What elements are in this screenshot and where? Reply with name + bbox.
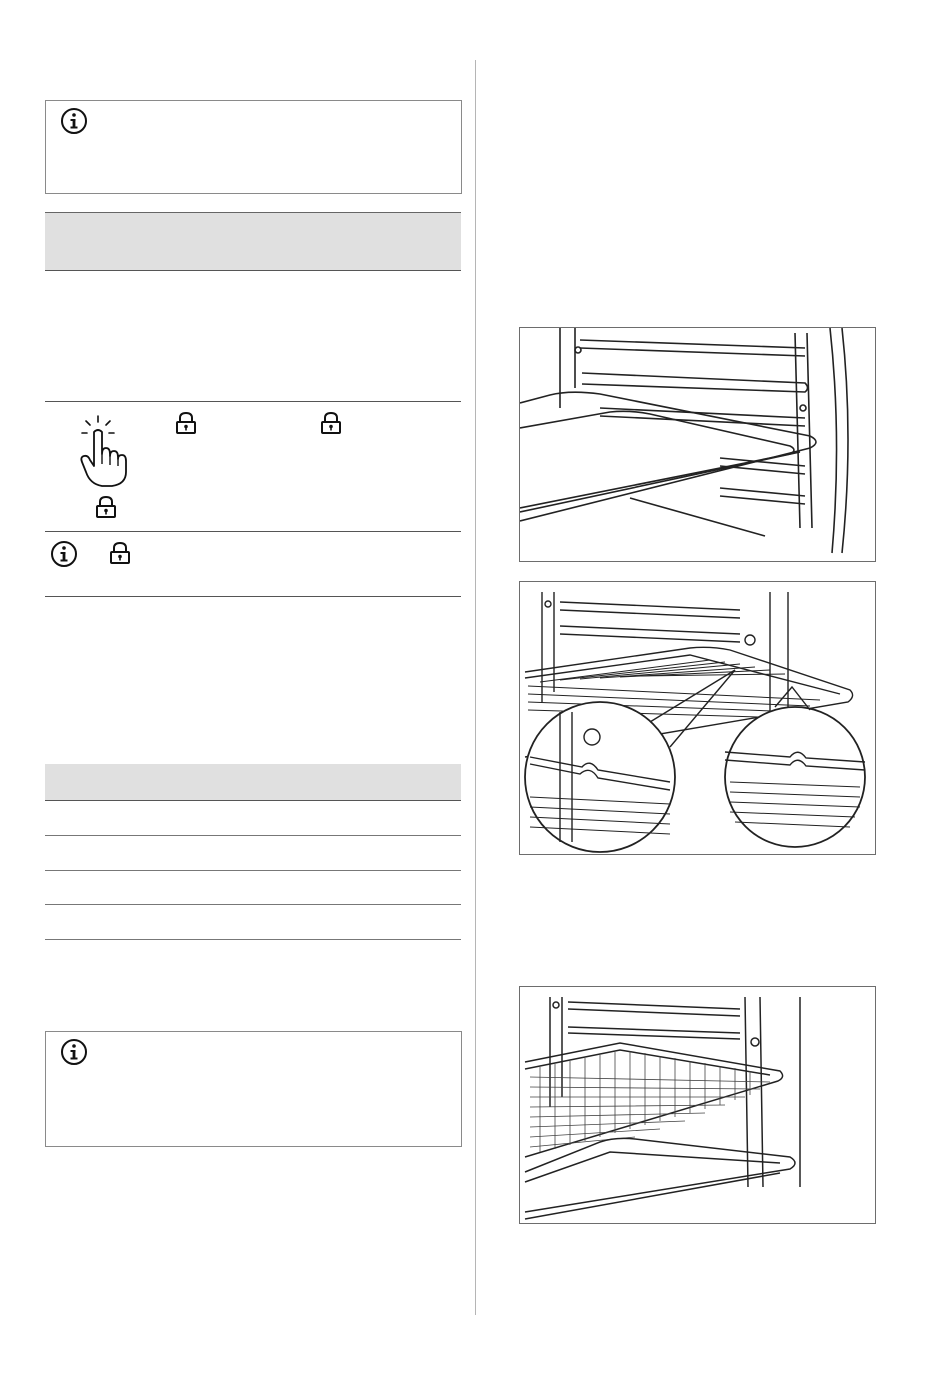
table-row xyxy=(45,939,461,940)
lock-row-rule-top xyxy=(45,401,461,402)
info-note-bottom xyxy=(45,1031,462,1147)
touch-hand-icon xyxy=(76,414,130,488)
lock-icon xyxy=(320,412,342,434)
info-row-rule-bottom xyxy=(45,596,461,597)
column-divider xyxy=(475,60,476,1315)
lock-icon xyxy=(109,542,131,564)
section-header-shaded xyxy=(45,212,461,270)
lock-icon xyxy=(175,412,197,434)
info-note-top xyxy=(45,100,462,194)
oven-tray-illustration xyxy=(520,328,875,561)
figure-rack-detail xyxy=(519,581,876,855)
table-header-rule xyxy=(45,800,461,801)
table-header xyxy=(45,764,461,800)
table-row xyxy=(45,835,461,836)
oven-rack-tray-illustration xyxy=(520,987,875,1223)
table-row xyxy=(45,904,461,905)
section-header-rule-top xyxy=(45,212,461,213)
info-row-rule-top xyxy=(45,531,461,532)
info-icon xyxy=(60,1038,88,1066)
figure-tray-insert xyxy=(519,327,876,562)
info-icon xyxy=(60,107,88,135)
table-row xyxy=(45,870,461,871)
section-header-rule-bottom xyxy=(45,270,461,271)
figure-rack-and-tray xyxy=(519,986,876,1224)
lock-icon xyxy=(95,496,117,518)
oven-rack-detail-illustration xyxy=(520,582,875,854)
info-icon xyxy=(50,540,78,568)
